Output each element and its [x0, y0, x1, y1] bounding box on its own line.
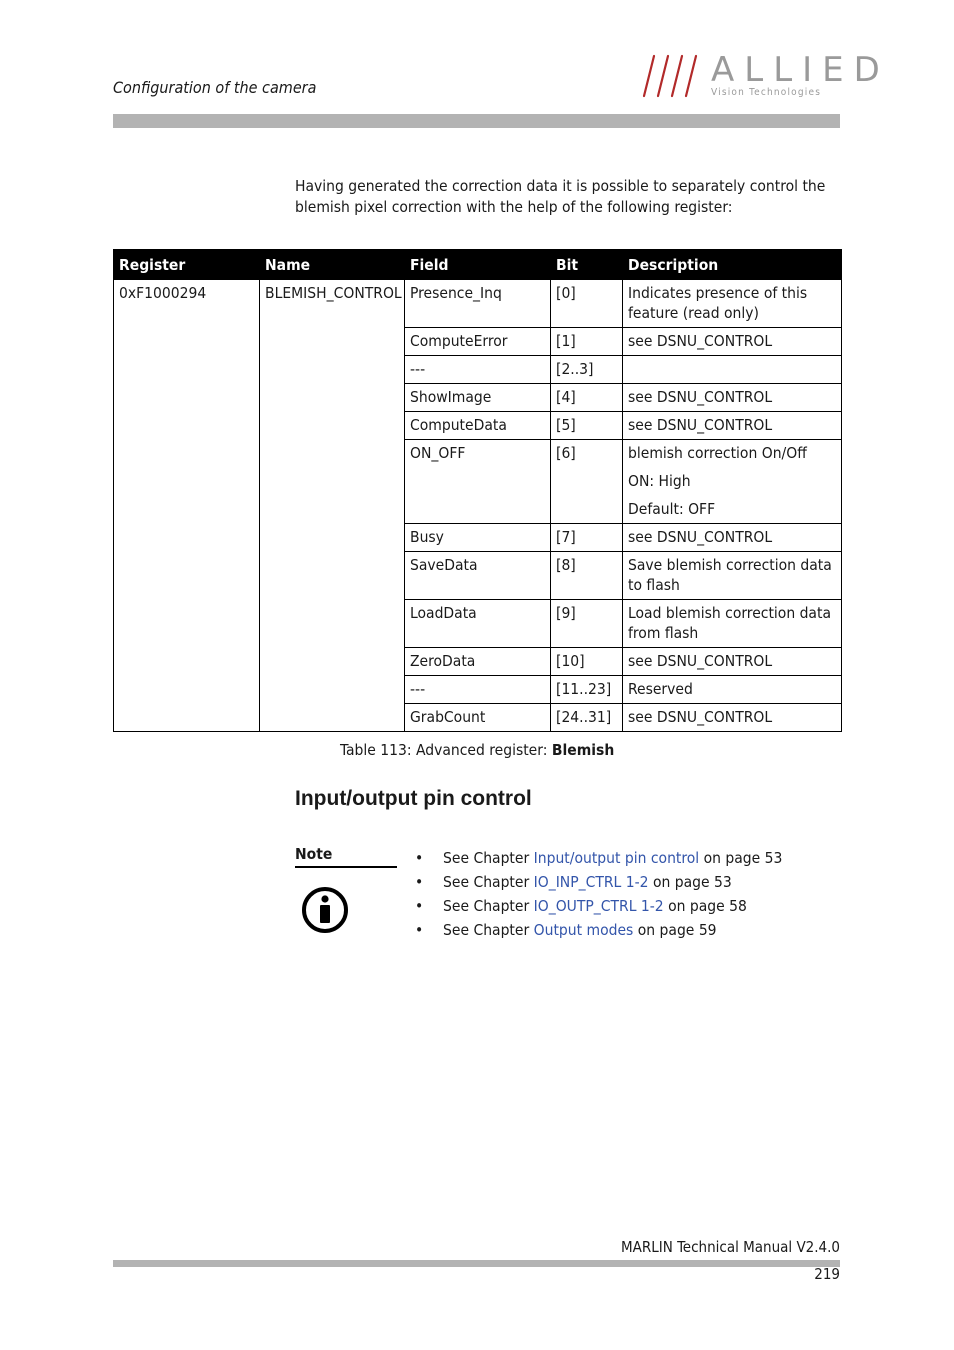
register-name: BLEMISH_CONTROL — [260, 280, 405, 732]
caption-bold: Blemish — [551, 741, 615, 759]
table-row — [114, 280, 842, 328]
field-cell: ON_OFF — [405, 440, 551, 524]
field-cell: ComputeError — [405, 328, 551, 356]
description-line: see DSNU_CONTROL — [628, 388, 773, 406]
bit-cell: [5] — [551, 412, 623, 440]
logo-subtitle: Vision Technologies — [711, 87, 822, 98]
bit-cell: [4] — [551, 384, 623, 412]
description-cell — [623, 384, 842, 412]
description-line: Default: OFF — [628, 500, 716, 518]
table-caption — [340, 741, 614, 759]
description-cell — [623, 600, 842, 648]
description-cell — [623, 356, 842, 384]
field-cell: Busy — [405, 524, 551, 552]
field-cell: ComputeData — [405, 412, 551, 440]
description-line: see DSNU_CONTROL — [628, 652, 773, 670]
description-cell — [623, 524, 842, 552]
description-line: Reserved — [628, 680, 693, 698]
description-line: see DSNU_CONTROL — [628, 332, 773, 350]
description-cell — [623, 280, 842, 328]
chapter-link[interactable]: IO_OUTP_CTRL 1-2 — [533, 897, 664, 915]
description-line: Indicates presence of this feature (read only) — [628, 284, 808, 322]
description-line: Save blemish correction data to flash — [628, 556, 832, 594]
note-text: on page 59 — [633, 921, 717, 939]
section-title: Input/output pin control — [295, 787, 532, 810]
bit-cell: [10] — [551, 648, 623, 676]
header-description: Description — [623, 250, 842, 280]
field-cell: --- — [405, 356, 551, 384]
description-line: see DSNU_CONTROL — [628, 708, 773, 726]
field-cell: --- — [405, 676, 551, 704]
note-rule — [295, 866, 397, 868]
description-line: see DSNU_CONTROL — [628, 416, 773, 434]
intro-paragraph: Having generated the correction data it is possible to separately control the blemish pixel correction with the help of the following register: — [295, 177, 826, 216]
logo-word: ALLIED — [711, 50, 890, 90]
header-rule — [113, 114, 840, 128]
note-label: Note — [295, 845, 333, 863]
field-cell: ZeroData — [405, 648, 551, 676]
description-cell — [623, 648, 842, 676]
note-text: See Chapter — [443, 873, 534, 891]
field-cell: Presence_Inq — [405, 280, 551, 328]
chapter-link[interactable]: Input/output pin control — [533, 849, 700, 867]
bit-cell: [7] — [551, 524, 623, 552]
list-item — [415, 918, 782, 942]
bit-cell: [24..31] — [551, 704, 623, 732]
header-name: Name — [260, 250, 405, 280]
caption-prefix: Table 113: Advanced register: — [340, 741, 552, 759]
logo-slashes-icon — [640, 52, 710, 102]
header-register: Register — [114, 250, 260, 280]
header-bit: Bit — [551, 250, 623, 280]
bit-cell: [1] — [551, 328, 623, 356]
footer-rule — [113, 1260, 840, 1267]
description-line: ON: High — [628, 472, 691, 490]
note-text: on page 53 — [699, 849, 783, 867]
footer-title: MARLIN Technical Manual V2.4.0 — [621, 1238, 840, 1256]
header-field: Field — [405, 250, 551, 280]
field-cell: LoadData — [405, 600, 551, 648]
list-item — [415, 870, 782, 894]
description-cell — [623, 328, 842, 356]
info-icon — [300, 885, 350, 935]
description-cell — [623, 412, 842, 440]
bit-cell: [0] — [551, 280, 623, 328]
page-number: 219 — [814, 1265, 840, 1283]
bit-cell: [8] — [551, 552, 623, 600]
register-address: 0xF1000294 — [114, 280, 260, 732]
field-cell: SaveData — [405, 552, 551, 600]
bit-cell: [11..23] — [551, 676, 623, 704]
note-text: See Chapter — [443, 921, 534, 939]
chapter-link[interactable]: Output modes — [533, 921, 634, 939]
list-item — [415, 894, 782, 918]
note-text: on page 58 — [663, 897, 747, 915]
description-line: Load blemish correction data from flash — [628, 604, 831, 642]
note-text: on page 53 — [648, 873, 732, 891]
note-text: See Chapter — [443, 897, 534, 915]
description-cell — [623, 440, 842, 524]
register-table — [113, 249, 842, 732]
field-cell: ShowImage — [405, 384, 551, 412]
description-line — [628, 359, 836, 379]
note-text: See Chapter — [443, 849, 534, 867]
note-list — [415, 846, 782, 942]
description-line: see DSNU_CONTROL — [628, 528, 773, 546]
header-title: Configuration of the camera — [113, 78, 317, 97]
list-item — [415, 846, 782, 870]
table-header-row — [114, 250, 842, 280]
bit-cell: [9] — [551, 600, 623, 648]
chapter-link[interactable]: IO_INP_CTRL 1-2 — [533, 873, 649, 891]
allied-logo — [640, 50, 890, 102]
field-cell: GrabCount — [405, 704, 551, 732]
description-cell — [623, 676, 842, 704]
table-body — [114, 280, 842, 732]
description-line: blemish correction On/Off — [628, 444, 807, 462]
bit-cell: [2..3] — [551, 356, 623, 384]
bit-cell: [6] — [551, 440, 623, 524]
description-cell — [623, 704, 842, 732]
description-cell — [623, 552, 842, 600]
